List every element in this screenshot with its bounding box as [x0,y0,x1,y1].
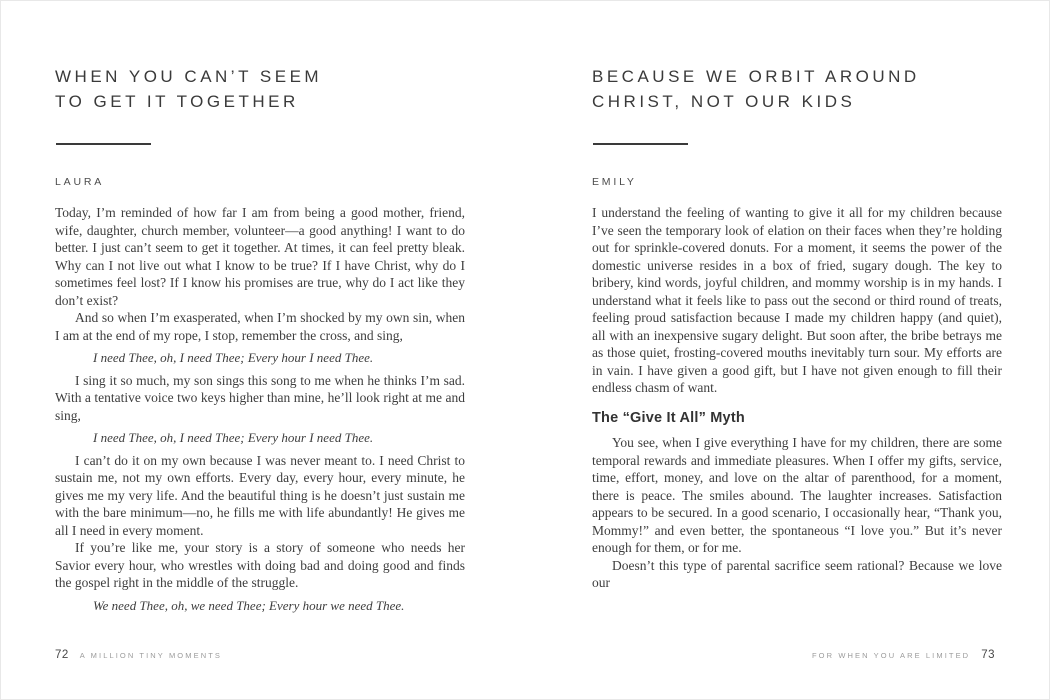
running-footer-book-title: A MILLION TINY MOMENTS [79,651,222,660]
paragraph: You see, when I give everything I have for my children, there are some temporal rewards and immediate pleasures. When I offer my gifts, service, time, effort, money, and love on the altar of parenthood, for a moment, there is peace. The smiles abound. The laughter increases. Satisfaction appears to be secured. In a good scenario, I occasionally hear, “Thank you, Mommy!” and even better, the spontaneous “I love you.” But it’s never enough for them, or for me. [592,435,1002,555]
footer-right [812,649,995,661]
title-rule [56,143,151,145]
body-text-left [55,204,465,614]
chapter-title-line2: TO GET IT TOGETHER [55,92,299,111]
paragraph: I understand the feeling of wanting to give it all for my children because I’ve seen the temporary look of elation on their faces when they’re holding out for sprinkle-covered donuts. For a moment, it seems the power of the domestic universe resides in a box of fried, sugary dough. The key to bribery, kind words, joyful children, and mommy worship is in my hands. I understand what it feels like to pass out the second or third round of treats, feeling proud satisfaction because I made my children happy (and quiet), all with an inexpensive sugary delight. But soon after, the bribe betrays me as those quiet, frosting-covered mouths inevitably turn sour. My efforts are in vain. I have given a good gift, but I have not given enough to fill their endless chasm of want. [592,205,1002,395]
chapter-title-right [592,64,1002,114]
page-number: 72 [55,649,69,661]
chapter-title-left [55,64,465,114]
running-footer-section-title: FOR WHEN YOU ARE LIMITED [812,651,971,660]
title-rule [593,143,688,145]
section-subheading: The “Give It All” Myth [592,409,745,426]
chapter-title-line2: CHRIST, NOT OUR KIDS [592,92,856,111]
chapter-title-line1: WHEN YOU CAN’T SEEM [55,67,323,86]
hymn-line: We need Thee, oh, we need Thee; Every hour we need Thee. [93,597,405,613]
right-page [592,64,1002,592]
author-name: EMILY [592,176,637,188]
page-number: 73 [981,649,995,661]
paragraph: Doesn’t this type of parental sacrifice seem rational? Because we love our [592,557,1002,590]
hymn-line: I need Thee, oh, I need Thee; Every hour I need Thee. [93,430,374,445]
paragraph: And so when I’m exasperated, when I’m shocked by my own sin, when I am at the end of my rope, I stop, remember the cross, and sing, [55,310,465,343]
left-page [55,64,465,619]
paragraph: If you’re like me, your story is a story of someone who needs her Savior every hour, who wrestles with doing bad and doing good and finds the gospel right in the middle of the struggle. [55,540,465,590]
paragraph: I can’t do it on my own because I was never meant to. I need Christ to sustain me, not my own efforts. Every day, every hour, every minute, he gives me my very life. And the beautiful thing is he doesn’t just sustain me with the bare minimum—no, he fills me with life abundantly! He gives me all I need in every moment. [55,452,465,538]
chapter-title-line1: BECAUSE WE ORBIT AROUND [592,67,920,86]
hymn-line: I need Thee, oh, I need Thee; Every hour I need Thee. [93,350,374,365]
paragraph: Today, I’m reminded of how far I am from being a good mother, friend, wife, daughter, church member, volunteer—a good anything! I want to do better. I just can’t seem to get it together. At times, it can feel pretty bleak. Why can I not live out what I know to be true? If I have Christ, why do I sometimes feel lost? If I know his promises are true, why do I act like they don’t exist? [55,205,465,308]
paragraph: I sing it so much, my son sings this song to me when he thinks I’m sad. With a tentative voice two keys higher than mine, he’ll look right at me and sing, [55,372,465,423]
body-text-right [592,204,1002,592]
author-name: LAURA [55,176,105,188]
footer-left [55,649,222,661]
